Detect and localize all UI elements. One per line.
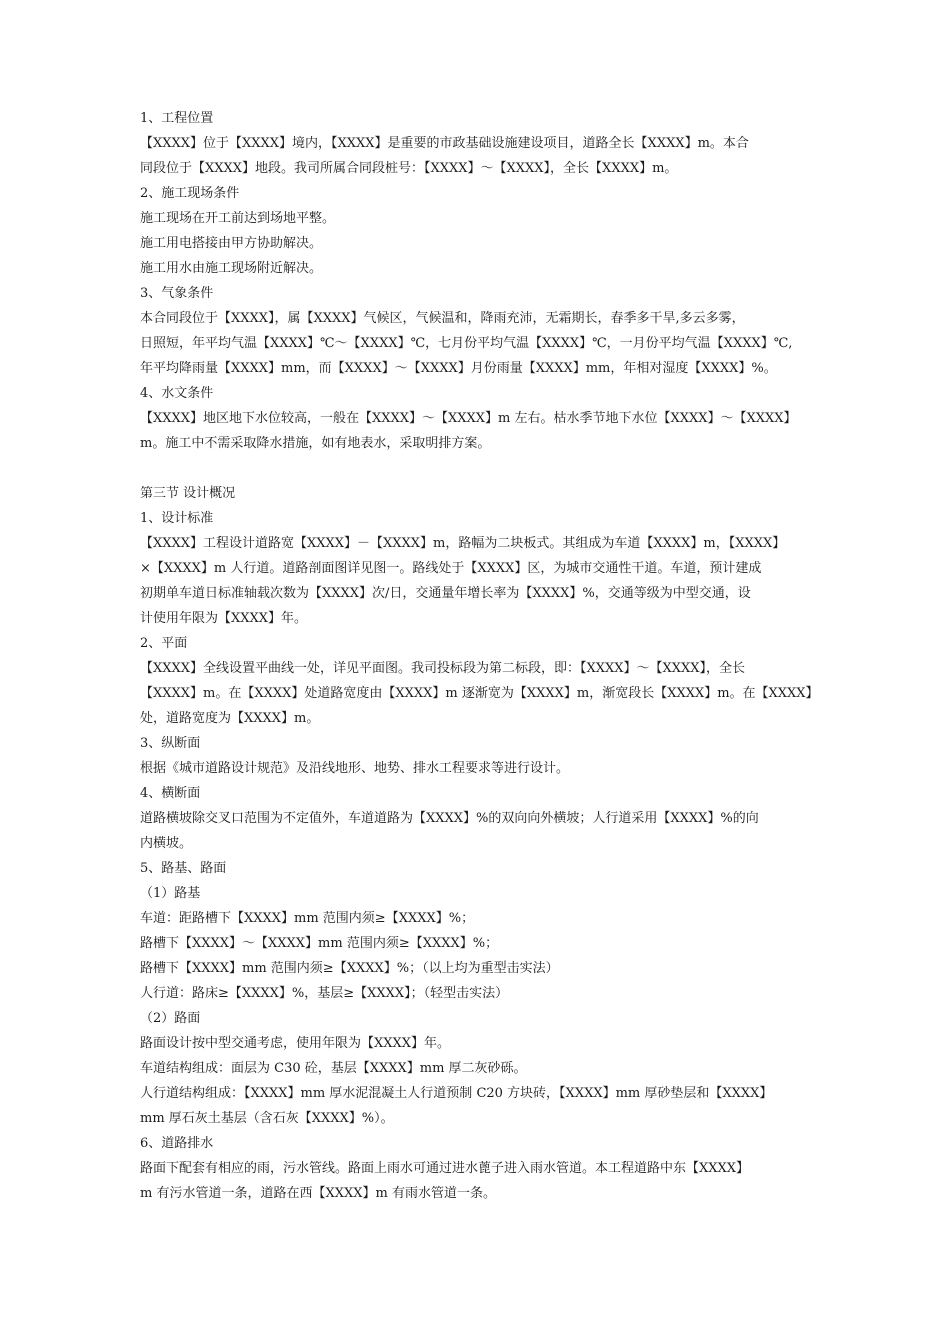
text-line: 4、水文条件 xyxy=(140,386,214,401)
text-line: 处，道路宽度为【XXXX】m。 xyxy=(140,711,320,726)
text-line: 3、纵断面 xyxy=(140,736,201,751)
text-line: m 有污水管道一条，道路在西【XXXX】m 有雨水管道一条。 xyxy=(140,1186,496,1201)
text-line: 4、横断面 xyxy=(140,786,201,801)
text-line: 计使用年限为【XXXX】年。 xyxy=(140,611,308,626)
text-line: ×【XXXX】m 人行道。道路剖面图详见图一。路线处于【XXXX】区，为城市交通性干道。车道，预计建成 xyxy=(140,561,762,576)
text-line: 第三节 设计概况 xyxy=(140,486,236,501)
text-line: 2、平面 xyxy=(140,636,188,651)
text-line: 【XXXX】地区地下水位较高，一般在【XXXX】～【XXXX】m 左右。枯水季节地下水位【XXXX】～【XXXX】 xyxy=(140,411,797,426)
text-line: （2）路面 xyxy=(140,1011,201,1026)
document-body xyxy=(140,106,820,1206)
text-line: 【XXXX】m。在【XXXX】处道路宽度由【XXXX】m 逐渐宽为【XXXX】m，渐宽段长【XXXX】m。在【XXXX】 xyxy=(140,686,819,701)
text-line: 根据《城市道路设计规范》及沿线地形、地势、排水工程要求等进行设计。 xyxy=(140,761,570,776)
text-line: 路面设计按中型交通考虑，使用年限为【XXXX】年。 xyxy=(140,1036,451,1051)
blank-line xyxy=(140,456,820,481)
text-line: 人行道：路床≥【XXXX】%，基层≥【XXXX】；（轻型击实法） xyxy=(140,986,509,1001)
text-line: 施工用水由施工现场附近解决。 xyxy=(140,261,323,276)
text-line: 1、设计标准 xyxy=(140,511,214,526)
text-line: 【XXXX】位于【XXXX】境内，【XXXX】是重要的市政基础设施建设项目，道路全长【XXXX】m。本合 xyxy=(140,136,749,151)
text-line: 路槽下【XXXX】～【XXXX】mm 范围内须≥【XXXX】%； xyxy=(140,936,499,951)
text-line: mm 厚石灰土基层（含石灰【XXXX】%）。 xyxy=(140,1111,394,1126)
text-line: 年平均降雨量【XXXX】mm，而【XXXX】～【XXXX】月份雨量【XXXX】mm，年相对湿度【XXXX】%。 xyxy=(140,361,777,376)
text-line: 路槽下【XXXX】mm 范围内须≥【XXXX】%；（以上均为重型击实法） xyxy=(140,961,559,976)
text-line: 内横坡。 xyxy=(140,836,193,851)
text-line: 【XXXX】全线设置平曲线一处，详见平面图。我司投标段为第二标段，即：【XXXX】～【XXXX】，全长 xyxy=(140,661,746,676)
text-line: 2、施工现场条件 xyxy=(140,186,240,201)
text-line: 5、路基、路面 xyxy=(140,861,227,876)
text-line: 【XXXX】工程设计道路宽【XXXX】－【XXXX】m，路幅为二块板式。其组成为车道【XXXX】m，【XXXX】 xyxy=(140,536,786,551)
text-line: 1、工程位置 xyxy=(140,111,214,126)
text-line: 本合同段位于【XXXX】，属【XXXX】气候区，气候温和，降雨充沛，无霜期长，春季多干旱,多云多雾， xyxy=(140,311,745,326)
text-line: 3、气象条件 xyxy=(140,286,214,301)
text-line: 同段位于【XXXX】地段。我司所属合同段桩号：【XXXX】～【XXXX】，全长【XXXX】m。 xyxy=(140,161,678,176)
text-line: （1）路基 xyxy=(140,886,201,901)
text-line: 车道：距路槽下【XXXX】mm 范围内须≥【XXXX】%； xyxy=(140,911,475,926)
text-line: 6、道路排水 xyxy=(140,1136,214,1151)
text-line: m。施工中不需采取降水措施，如有地表水，采取明排方案。 xyxy=(140,436,491,451)
text-line: 路面下配套有相应的雨，污水管线。路面上雨水可通过进水蓖子进入雨水管道。本工程道路中东【XXXX】 xyxy=(140,1161,750,1176)
text-line: 道路横坡除交叉口范围为不定值外，车道道路为【XXXX】%的双向向外横坡；人行道采用【XXXX】%的向 xyxy=(140,811,759,826)
text-line: 施工用电搭接由甲方协助解决。 xyxy=(140,236,323,251)
text-line: 车道结构组成：面层为 C30 砼，基层【XXXX】mm 厚二灰砂砾。 xyxy=(140,1061,527,1076)
text-line: 日照短，年平均气温【XXXX】℃～【XXXX】℃，七月份平均气温【XXXX】℃，一月份平均气温【XXXX】℃, xyxy=(140,336,793,351)
text-line: 初期单车道日标准轴载次数为【XXXX】次/日，交通量年增长率为【XXXX】%，交通等级为中型交通，设 xyxy=(140,586,751,601)
text-line: 人行道结构组成：【XXXX】mm 厚水泥混凝土人行道预制 C20 方块砖，【XXXX】mm 厚砂垫层和【XXXX】 xyxy=(140,1086,773,1101)
text-line: 施工现场在开工前达到场地平整。 xyxy=(140,211,336,226)
